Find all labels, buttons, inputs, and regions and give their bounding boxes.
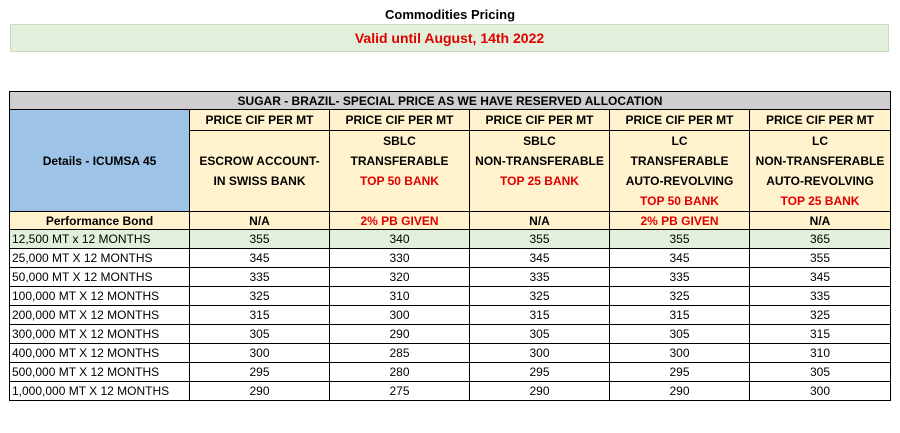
performance-bond-value: 2% PB GIVEN (610, 212, 750, 230)
price-column-header-line: TOP 25 BANK (500, 174, 579, 188)
price-column-header-3 (470, 110, 610, 212)
price-cell: 290 (470, 382, 610, 401)
price-cell: 330 (330, 249, 470, 268)
price-cell: 300 (330, 306, 470, 325)
price-column-header-line: PRICE CIF PER MT (610, 110, 749, 131)
price-cell: 335 (190, 268, 330, 287)
table-banner: SUGAR - BRAZIL- SPECIAL PRICE AS WE HAVE RESERVED ALLOCATION (10, 92, 891, 110)
price-column-header-line: SBLC (523, 134, 556, 148)
table-row (10, 268, 891, 287)
price-column-header-1 (190, 110, 330, 212)
price-cell: 300 (750, 382, 891, 401)
price-cell: 365 (750, 230, 891, 249)
volume-label: 300,000 MT X 12 MONTHS (10, 325, 190, 344)
price-column-header-line (190, 191, 329, 211)
price-column-header-line: AUTO-REVOLVING (766, 174, 874, 188)
page-title: Commodities Pricing (384, 7, 516, 22)
pricing-table (9, 91, 891, 401)
table-row (10, 382, 891, 401)
price-cell: 355 (470, 230, 610, 249)
price-cell: 355 (190, 230, 330, 249)
price-cell: 325 (610, 287, 750, 306)
price-cell: 335 (610, 268, 750, 287)
price-cell: 300 (470, 344, 610, 363)
price-column-header-line: LC (671, 134, 688, 148)
performance-bond-value: N/A (190, 212, 330, 230)
price-cell: 315 (470, 306, 610, 325)
price-cell: 355 (610, 230, 750, 249)
price-column-header-line: AUTO-REVOLVING (625, 174, 734, 188)
price-cell: 310 (330, 287, 470, 306)
table-row (10, 249, 891, 268)
price-column-header-line: NON-TRANSFERABLE (755, 154, 885, 168)
price-cell: 305 (750, 363, 891, 382)
price-cell: 345 (750, 268, 891, 287)
details-header: Details - ICUMSA 45 (10, 110, 190, 212)
price-column-header-line: PRICE CIF PER MT (190, 110, 329, 131)
price-column-header-line: TRANSFERABLE (630, 154, 729, 168)
price-cell: 325 (470, 287, 610, 306)
volume-label: 1,000,000 MT X 12 MONTHS (10, 382, 190, 401)
price-cell: 320 (330, 268, 470, 287)
price-column-header-line: PRICE CIF PER MT (750, 110, 890, 131)
volume-label: 100,000 MT X 12 MONTHS (10, 287, 190, 306)
price-cell: 325 (190, 287, 330, 306)
price-cell: 290 (330, 325, 470, 344)
price-cell: 315 (190, 306, 330, 325)
price-cell: 305 (610, 325, 750, 344)
price-column-header-5 (750, 110, 891, 212)
table-row (10, 306, 891, 325)
price-column-header-line: NON-TRANSFERABLE (475, 154, 604, 168)
price-column-header-2 (330, 110, 470, 212)
price-cell: 355 (750, 249, 891, 268)
price-column-header-line: PRICE CIF PER MT (330, 110, 469, 131)
price-cell: 335 (750, 287, 891, 306)
price-cell: 275 (330, 382, 470, 401)
volume-label: 25,000 MT X 12 MONTHS (10, 249, 190, 268)
performance-bond-value: N/A (470, 212, 610, 230)
price-column-header-4 (610, 110, 750, 212)
price-column-header-line: TOP 25 BANK (780, 194, 860, 208)
price-cell: 345 (190, 249, 330, 268)
price-cell: 290 (610, 382, 750, 401)
price-column-header-line: SBLC (383, 134, 416, 148)
price-cell: 310 (750, 344, 891, 363)
price-column-header-line: TRANSFERABLE (350, 154, 449, 168)
volume-label: 400,000 MT X 12 MONTHS (10, 344, 190, 363)
volume-label: 500,000 MT X 12 MONTHS (10, 363, 190, 382)
price-column-header-line: IN SWISS BANK (213, 174, 306, 188)
performance-bond-value: N/A (750, 212, 891, 230)
price-column-header-line: TOP 50 BANK (640, 194, 719, 208)
price-cell: 285 (330, 344, 470, 363)
price-column-header-line: ESCROW ACCOUNT- (199, 154, 320, 168)
volume-label: 50,000 MT X 12 MONTHS (10, 268, 190, 287)
table-row (10, 325, 891, 344)
performance-bond-value: 2% PB GIVEN (330, 212, 470, 230)
price-cell: 295 (470, 363, 610, 382)
table-row (10, 230, 891, 249)
price-cell: 305 (470, 325, 610, 344)
price-cell: 315 (750, 325, 891, 344)
price-cell: 300 (610, 344, 750, 363)
volume-label: 12,500 MT x 12 MONTHS (10, 230, 190, 249)
price-column-header-line (470, 191, 609, 211)
price-cell: 315 (610, 306, 750, 325)
table-row (10, 344, 891, 363)
table-row (10, 363, 891, 382)
price-cell: 280 (330, 363, 470, 382)
valid-until-banner: Valid until August, 14th 2022 (10, 24, 889, 52)
price-cell: 345 (470, 249, 610, 268)
price-cell: 295 (610, 363, 750, 382)
performance-bond-label: Performance Bond (10, 212, 190, 230)
price-cell: 290 (190, 382, 330, 401)
price-cell: 325 (750, 306, 891, 325)
price-cell: 300 (190, 344, 330, 363)
price-column-header-line (190, 131, 329, 151)
price-cell: 335 (470, 268, 610, 287)
price-column-header-line (330, 191, 469, 211)
volume-label: 200,000 MT X 12 MONTHS (10, 306, 190, 325)
price-cell: 305 (190, 325, 330, 344)
price-column-header-line: PRICE CIF PER MT (470, 110, 609, 131)
price-column-header-line: LC (812, 134, 828, 148)
table-row (10, 287, 891, 306)
price-cell: 295 (190, 363, 330, 382)
price-cell: 345 (610, 249, 750, 268)
price-column-header-line: TOP 50 BANK (360, 174, 439, 188)
price-cell: 340 (330, 230, 470, 249)
